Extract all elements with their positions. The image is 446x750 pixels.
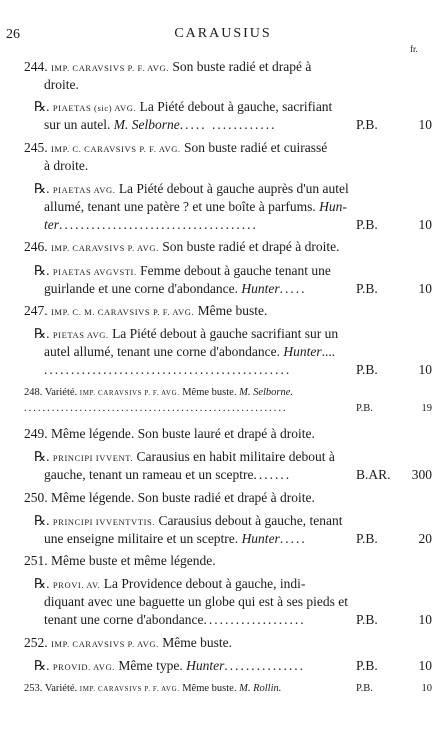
leader-dots: ......................................................... [24, 403, 288, 414]
source: Hun- [319, 199, 347, 214]
value: 10 [418, 612, 432, 627]
entry-249-reverse-cont [0, 466, 446, 484]
entry-251-reverse [0, 575, 446, 593]
entry-244-reverse [0, 98, 446, 116]
reverse-symbol: ℞. [34, 263, 50, 278]
description: La Piété debout à gauche sacrifiant sur un [112, 326, 339, 341]
entry-251-reverse-cont2 [0, 611, 446, 629]
value: 19 [421, 403, 432, 414]
reverse-symbol: ℞. [34, 181, 50, 196]
entry-number: 247. [24, 303, 48, 318]
leader-dots: ..... [279, 531, 307, 546]
reverse-symbol: ℞. [34, 99, 50, 114]
source: Hunter [186, 658, 225, 673]
metal: P.B. [356, 217, 378, 232]
entry-250-reverse [0, 512, 446, 530]
description: La Piété debout à gauche, sacrifiant [139, 99, 333, 114]
description: Son buste radié et cuirassé [184, 140, 328, 155]
description-continued: allumé, tenant une patère ? et une boîte à parfums. [44, 199, 316, 214]
source: M. Rollin. [239, 683, 282, 694]
entry-251-reverse-cont [0, 593, 446, 611]
reverse-symbol: ℞. [34, 658, 50, 673]
entry-number: 248. [24, 387, 43, 398]
description: Son buste radié et drapé à [172, 59, 312, 74]
entry-246-reverse [0, 262, 446, 280]
leader-dots: ............... [224, 658, 306, 673]
description: Carausius en habit militaire debout à [136, 449, 335, 464]
description: Son buste radié et drapé à droite. [162, 239, 340, 254]
reverse-symbol: ℞. [34, 576, 50, 591]
description-continued: à droite. [44, 158, 89, 173]
description: Carausius debout à gauche, tenant [158, 513, 343, 528]
entry-247-obverse [0, 302, 446, 320]
entry-252-reverse [0, 657, 446, 675]
leader-dots: .... [321, 344, 336, 359]
entry-253-variant [0, 680, 446, 698]
legend: IMP. CARAVSIVS P. F. AVG. [51, 63, 169, 73]
legend: PIAETAS AVGVSTI. [52, 267, 137, 277]
description: Même buste. [182, 387, 237, 398]
source: Hunter [241, 531, 280, 546]
entry-245-reverse-cont [0, 198, 446, 216]
metal: P.B. [356, 683, 373, 694]
description-continued: guirlande et une corne d'abondance. [44, 281, 238, 296]
legend: IMP. CARAVSIVS P. AVG. [51, 639, 159, 649]
description-continued: diquant avec une baguette un globe qui est à ses pieds et [44, 594, 349, 609]
metal: B.AR. [356, 467, 391, 482]
legend: IMP. C. CARAVSIVS P. F. AVG. [51, 144, 181, 154]
entry-number: 249. [24, 426, 48, 441]
entry-252-obverse [0, 634, 446, 652]
source: M. Selborne [113, 117, 180, 132]
leader-dots: ................... [203, 612, 306, 627]
metal: P.B. [356, 658, 378, 673]
legend: PROVID. AVG. [52, 662, 115, 672]
entry-251-obverse [0, 552, 446, 570]
entry-247-reverse-cont [0, 343, 446, 361]
legend: PIETAS AVG. [52, 330, 109, 340]
value: 10 [418, 658, 432, 673]
legend: IMP. CARAVSIVS P. F. AVG. [79, 389, 180, 397]
leader-dots: ....... [253, 467, 292, 482]
variant-label: Variété. [44, 387, 78, 398]
value: 10 [418, 117, 432, 132]
description-continued: sur un autel. [44, 117, 111, 132]
source: M. Selborne. [239, 387, 294, 398]
description-continued: droite. [44, 77, 79, 92]
entry-249-obverse [0, 425, 446, 443]
legend: PRINCIPI IVVENTVTIS. [52, 517, 156, 527]
description-continued: autel allumé, tenant une corne d'abondance. [44, 344, 280, 359]
value: 300 [411, 467, 432, 482]
entry-247-reverse [0, 325, 446, 343]
source: Hunter [241, 281, 280, 296]
metal: P.B. [356, 362, 378, 377]
entry-246-obverse [0, 238, 446, 256]
reverse-symbol: ℞. [34, 449, 50, 464]
legend: PIAETAS AVG. [52, 185, 116, 195]
value: 10 [421, 683, 432, 694]
legend: PIAETAS (sic) AVG. [52, 103, 137, 113]
entry-246-reverse-cont [0, 280, 446, 298]
entry-number: 246. [24, 239, 48, 254]
value: 10 [418, 217, 432, 232]
legend: IMP. CARAVSIVS P. F. AVG. [79, 685, 180, 693]
description-continued: gauche, tenant un rameau et un sceptre [44, 467, 254, 482]
entry-245-obverse [0, 139, 446, 157]
entry-245-obverse-cont [0, 157, 446, 175]
description-continued: une enseigne militaire et un sceptre. [44, 531, 239, 546]
leader-dots: .............................................. [44, 362, 292, 377]
entry-number: 250. [24, 490, 48, 505]
description-continued: tenant une corne d'abondance [44, 612, 204, 627]
value: 10 [418, 281, 432, 296]
entry-244-reverse-cont [0, 116, 446, 134]
entry-244-obverse-cont [0, 76, 446, 94]
legend: IMP. CARAVSIVS P. AVG. [51, 243, 159, 253]
entry-number: 245. [24, 140, 48, 155]
metal: P.B. [356, 612, 378, 627]
source: ter [44, 217, 59, 232]
entry-245-reverse-cont2 [0, 216, 446, 234]
metal: P.B. [356, 117, 378, 132]
page-number: 26 [6, 27, 20, 42]
reverse-symbol: ℞. [34, 513, 50, 528]
description: Femme debout à gauche tenant une [140, 263, 331, 278]
value: 20 [418, 531, 432, 546]
entry-250-obverse [0, 489, 446, 507]
entry-250-reverse-cont [0, 530, 446, 548]
metal: P.B. [356, 531, 378, 546]
description: Même buste. [197, 303, 268, 318]
description: Même légende. Son buste lauré et drapé à droite. [51, 426, 315, 441]
column-label-francs: fr. [410, 44, 418, 54]
metal: P.B. [356, 403, 373, 414]
description: Même buste et même légende. [51, 553, 216, 568]
description: Même buste. [182, 683, 237, 694]
description: Même légende. Son buste radié et drapé à droite. [51, 490, 315, 505]
legend: PRINCIPI IVVENT. [52, 453, 134, 463]
reverse-symbol: ℞. [34, 326, 50, 341]
leader-dots: ..... ............ [179, 117, 277, 132]
entry-number: 244. [24, 59, 48, 74]
leader-dots: ..................................... [59, 217, 258, 232]
entry-number: 253. [24, 683, 43, 694]
entry-245-reverse [0, 180, 446, 198]
entry-249-reverse [0, 448, 446, 466]
source: Hunter [283, 344, 322, 359]
entry-number: 252. [24, 635, 48, 650]
legend: IMP. C. M. CARAVSIVS P. F. AVG. [51, 307, 195, 317]
legend: PROVI. AV. [52, 580, 101, 590]
description: Même buste. [162, 635, 232, 650]
page-title: CARAUSIUS [174, 26, 272, 41]
metal: P.B. [356, 281, 378, 296]
leader-dots: ..... [279, 281, 307, 296]
entry-number: 251. [24, 553, 48, 568]
description: Même type. [118, 658, 183, 673]
description: La Piété debout à gauche auprès d'un autel [118, 181, 349, 196]
entry-244-obverse [0, 58, 446, 76]
entry-248-variant-cont [0, 400, 446, 418]
entry-247-reverse-cont2 [0, 361, 446, 379]
description: La Providence debout à gauche, indi- [103, 576, 306, 591]
variant-label: Variété. [44, 683, 78, 694]
value: 10 [418, 362, 432, 377]
